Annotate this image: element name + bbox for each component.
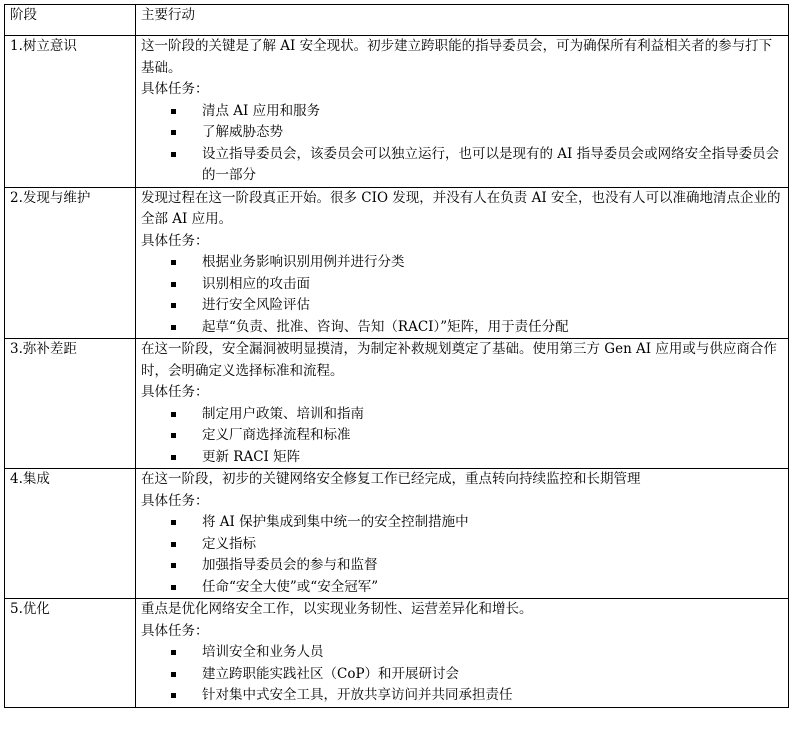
task-item: 清点 AI 应用和服务	[141, 101, 785, 123]
task-list	[141, 642, 785, 707]
header-stage: 阶段	[5, 5, 136, 36]
header-action: 主要行动	[136, 5, 789, 36]
stage-cell: 5.优化	[5, 599, 136, 708]
task-list	[141, 252, 785, 338]
table-header-row	[5, 5, 789, 36]
action-cell	[136, 36, 789, 188]
task-item: 针对集中式安全工具，开放共享访问并共同承担责任	[141, 685, 785, 707]
stage-intro: 发现过程在这一阶段真正开始。很多 CIO 发现，并没有人在负责 AI 安全，也没有人可以准确地清点企业的全部 AI 应用。	[141, 189, 781, 227]
stage-cell: 3.弥补差距	[5, 339, 136, 469]
task-item: 了解威胁态势	[141, 122, 785, 144]
action-cell	[136, 339, 789, 469]
tasks-label: 具体任务：	[141, 492, 209, 509]
task-item: 更新 RACI 矩阵	[141, 447, 785, 469]
task-item: 加强指导委员会的参与和监督	[141, 555, 785, 577]
action-cell	[136, 187, 789, 339]
table-body	[5, 36, 789, 708]
table-row	[5, 599, 789, 708]
stage-intro: 在这一阶段，初步的关键网络安全修复工作已经完成，重点转向持续监控和长期管理	[141, 471, 641, 487]
action-cell	[136, 469, 789, 599]
task-list	[141, 101, 785, 187]
task-item: 定义厂商选择流程和标准	[141, 425, 785, 447]
tasks-label: 具体任务：	[141, 622, 209, 639]
tasks-label: 具体任务：	[141, 232, 209, 249]
task-list	[141, 512, 785, 598]
task-item: 将 AI 保护集成到集中统一的安全控制措施中	[141, 512, 785, 534]
action-cell	[136, 599, 789, 708]
stage-intro: 这一阶段的关键是了解 AI 安全现状。初步建立跨职能的指导委员会，可为确保所有利益相关者的参与打下基础。	[141, 38, 773, 76]
task-item: 建立跨职能实践社区（CoP）和开展研讨会	[141, 664, 785, 686]
table-row	[5, 187, 789, 339]
task-item: 任命“安全大使”或“安全冠军”	[141, 577, 785, 599]
tasks-label: 具体任务：	[141, 81, 209, 97]
task-item: 起草“负责、批准、咨询、告知（RACI）”矩阵，用于责任分配	[141, 317, 785, 339]
table-row	[5, 339, 789, 469]
task-item: 培训安全和业务人员	[141, 642, 785, 664]
task-item: 根据业务影响识别用例并进行分类	[141, 252, 785, 274]
stage-cell: 1.树立意识	[5, 36, 136, 188]
task-item: 制定用户政策、培训和指南	[141, 404, 785, 426]
tasks-label: 具体任务：	[141, 384, 209, 400]
stage-intro: 重点是优化网络安全工作，以实现业务韧性、运营差异化和增长。	[141, 601, 533, 617]
task-item: 识别相应的攻击面	[141, 274, 785, 296]
stage-action-table	[4, 4, 789, 708]
stage-cell: 2.发现与维护	[5, 187, 136, 339]
task-item: 进行安全风险评估	[141, 295, 785, 317]
table-row	[5, 469, 789, 599]
task-item: 设立指导委员会，该委员会可以独立运行，也可以是现有的 AI 指导委员会或网络安全指导委员会的一部分	[141, 144, 785, 187]
task-list	[141, 404, 785, 469]
task-item: 定义指标	[141, 534, 785, 556]
table-row	[5, 36, 789, 188]
stage-intro: 在这一阶段，安全漏洞被明显摸清，为制定补救规划奠定了基础。使用第三方 Gen AI 应用或与供应商合作时，会明确定义选择标准和流程。	[141, 341, 777, 379]
stage-cell: 4.集成	[5, 469, 136, 599]
